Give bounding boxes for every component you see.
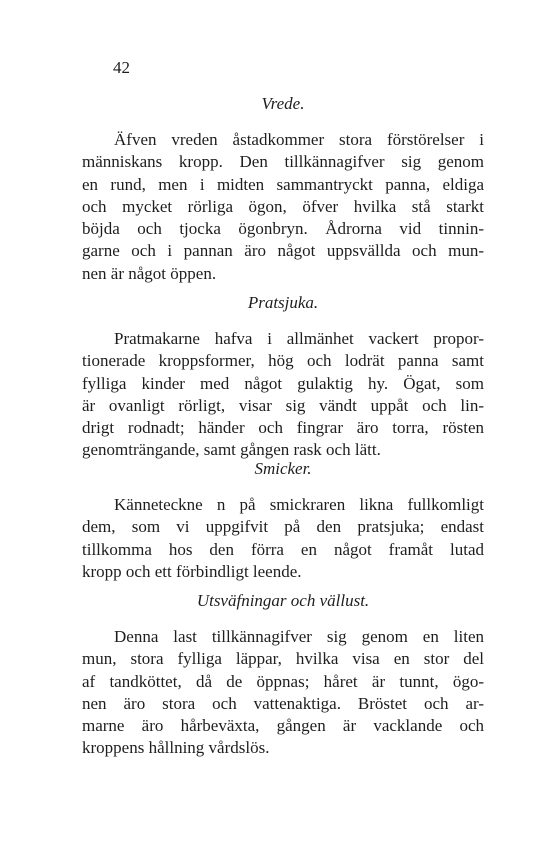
section-paragraph	[82, 626, 484, 760]
text-line: mun, stora fylliga läppar, hvilka visa en stor del	[82, 649, 484, 669]
section-heading: Vrede.	[261, 94, 305, 113]
page-number: 42	[113, 58, 130, 77]
text-line: en rund, men i midten sammantryckt panna, eldiga	[82, 174, 484, 194]
text-line: marne äro hårbeväxta, gången är vacklande och	[82, 716, 484, 736]
text-line: och mycket rörliga ögon, öfver hvilka stå starkt	[82, 196, 484, 216]
section-paragraph	[82, 328, 484, 462]
text-line: Pratmakarne hafva i allmänhet vackert propor-	[114, 329, 484, 348]
text-line: Känneteckne n på smickraren likna fullkomligt	[114, 495, 484, 514]
section-heading: Smicker.	[254, 459, 312, 478]
section-pratsjuka	[82, 292, 484, 462]
section-heading: Pratsjuka.	[247, 293, 319, 312]
text-line: tillkomma hos den förra en något framåt lutad	[82, 539, 484, 559]
text-line: tionerade kroppsformer, hög och lodrät panna samt	[82, 351, 484, 371]
text-line: fylliga kinder med något gulaktig hy. Ögat, som	[82, 373, 484, 393]
text-line: är ovanligt rörligt, visar sig vändt uppåt och lin-	[82, 395, 484, 415]
section-paragraph	[82, 129, 484, 285]
text-line: böjda och tjocka ögonbryn. Ådrorna vid tinnin-	[82, 219, 484, 239]
text-line: nen är något öppen.	[82, 263, 217, 283]
section-vrede	[82, 93, 484, 285]
text-line: genomträngande, samt gången rask och lätt.	[82, 440, 381, 460]
text-line: nen äro stora och vattenaktiga. Bröstet och ar-	[82, 693, 484, 713]
text-line: drigt rodnadt; händer och fingrar äro torra, rösten	[82, 418, 484, 438]
section-paragraph	[82, 494, 484, 583]
section-smicker	[82, 458, 484, 583]
text-line: af tandköttet, då de öppnas; håret är tunnt, ögo-	[82, 671, 484, 691]
text-line: dem, som vi uppgifvit på den pratsjuka; endast	[82, 517, 484, 537]
section-utsvafningar	[82, 590, 484, 760]
section-heading: Utsväfningar och vällust.	[196, 591, 370, 610]
text-line: Denna last tillkännagifver sig genom en liten	[114, 627, 484, 646]
text-line: kroppens hållning vårdslös.	[82, 738, 270, 758]
text-line: människans kropp. Den tillkännagifver sig genom	[82, 152, 484, 172]
text-line: Äfven vreden åstadkommer stora förstörelser i	[114, 130, 484, 149]
text-line: kropp och ett förbindligt leende.	[82, 561, 302, 581]
text-line: garne och i pannan äro något uppsvällda och mun-	[82, 241, 484, 261]
